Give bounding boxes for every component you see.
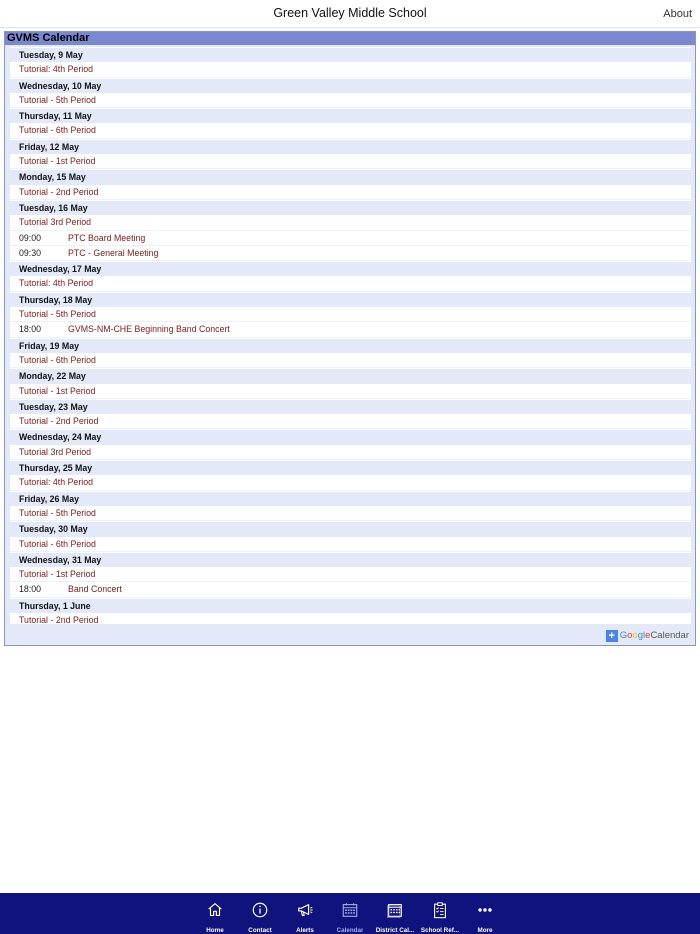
event-item[interactable] (10, 123, 691, 138)
event-title: GVMS-NM-CHE Beginning Band Concert (68, 324, 230, 335)
event-title: Tutorial - 5th Period (19, 94, 96, 105)
event-item[interactable] (10, 246, 691, 261)
info-icon (251, 901, 269, 924)
google-calendar-label (620, 630, 689, 641)
tab-calendar[interactable] (328, 893, 373, 934)
page-title: Green Valley Middle School (273, 6, 427, 20)
event-item[interactable] (10, 582, 691, 597)
event-time: 09:00 (19, 232, 42, 243)
event-title: Tutorial 3rd Period (19, 446, 92, 457)
event-item[interactable] (10, 62, 691, 77)
day-header: Friday, 12 May (10, 139, 691, 154)
event-item[interactable] (10, 445, 691, 460)
about-button[interactable]: About (663, 8, 692, 20)
event-title: Tutorial: 4th Period (19, 278, 93, 289)
day-header: Wednesday, 24 May (10, 429, 691, 444)
event-title: Tutorial: 4th Period (19, 64, 93, 75)
day-header: Monday, 22 May (10, 368, 691, 383)
event-title: Tutorial 3rd Period (19, 217, 92, 228)
event-item[interactable] (10, 414, 691, 429)
tab-label: Calendar (336, 927, 364, 934)
event-item[interactable] (10, 384, 691, 399)
event-item[interactable] (10, 231, 691, 246)
event-title: Tutorial - 5th Period (19, 309, 96, 320)
tab-home[interactable] (193, 893, 238, 934)
event-item[interactable] (10, 567, 691, 582)
tab-label: Contact (248, 927, 272, 934)
google-calendar-add-button[interactable] (606, 629, 689, 642)
event-title: Tutorial - 6th Period (19, 354, 96, 365)
event-item[interactable] (10, 322, 691, 337)
event-item[interactable] (10, 154, 691, 169)
calendar-widget (4, 31, 696, 646)
event-title: Tutorial - 6th Period (19, 125, 96, 136)
event-item[interactable] (10, 353, 691, 368)
tab-district-cal[interactable] (373, 893, 418, 934)
event-title: Tutorial - 5th Period (19, 507, 96, 518)
day-header: Tuesday, 30 May (10, 521, 691, 536)
day-header: Friday, 26 May (10, 491, 691, 506)
tab-label: More (477, 927, 493, 934)
event-item[interactable] (10, 506, 691, 521)
tab-label: Home (206, 927, 224, 934)
top-navbar (0, 0, 700, 28)
event-title: Tutorial - 2nd Period (19, 614, 99, 624)
event-title: Tutorial - 1st Period (19, 569, 96, 580)
event-title: PTC Board Meeting (68, 232, 146, 243)
event-title: Tutorial - 1st Period (19, 156, 96, 167)
event-title: Tutorial - 2nd Period (19, 186, 99, 197)
more-icon (476, 901, 494, 924)
event-item[interactable] (10, 276, 691, 291)
day-header: Tuesday, 9 May (10, 47, 691, 62)
tab-label: District Cal... (375, 927, 415, 934)
google-logo-text: Google (619, 630, 651, 641)
tab-more[interactable] (463, 893, 508, 934)
calendar-stack-icon (386, 901, 404, 924)
tab-label: School Ref... (420, 927, 460, 934)
calendar-word: Calendar (650, 630, 689, 641)
calendar-event-list[interactable] (10, 47, 691, 624)
event-item[interactable] (10, 215, 691, 230)
tab-alerts[interactable] (283, 893, 328, 934)
calendar-footer (5, 626, 695, 645)
day-header: Tuesday, 23 May (10, 399, 691, 414)
event-time: 18:00 (19, 324, 42, 335)
day-header: Wednesday, 31 May (10, 552, 691, 567)
day-header: Friday, 19 May (10, 338, 691, 353)
event-time: 18:00 (19, 584, 42, 595)
event-item[interactable] (10, 613, 691, 624)
event-title: Tutorial: 4th Period (19, 477, 93, 488)
day-header: Thursday, 1 June (10, 598, 691, 613)
day-header: Monday, 15 May (10, 169, 691, 184)
megaphone-icon (296, 901, 314, 924)
plus-icon: + (606, 630, 618, 642)
home-icon (206, 901, 224, 924)
event-item[interactable] (10, 93, 691, 108)
tab-contact[interactable] (238, 893, 283, 934)
event-time: 09:30 (19, 247, 42, 258)
clipboard-icon (431, 901, 449, 924)
event-title: Band Concert (68, 584, 122, 595)
bottom-tab-bar (0, 893, 700, 934)
event-title: Tutorial - 6th Period (19, 538, 96, 549)
calendar-title: GVMS Calendar (5, 32, 695, 45)
day-header: Thursday, 18 May (10, 292, 691, 307)
tab-school-ref[interactable] (418, 893, 463, 934)
event-item[interactable] (10, 185, 691, 200)
tab-label: Alerts (296, 927, 314, 934)
event-title: Tutorial - 2nd Period (19, 416, 99, 427)
day-header: Thursday, 11 May (10, 108, 691, 123)
day-header: Wednesday, 10 May (10, 78, 691, 93)
event-title: PTC - General Meeting (68, 247, 159, 258)
event-item[interactable] (10, 307, 691, 322)
day-header: Thursday, 25 May (10, 460, 691, 475)
event-title: Tutorial - 1st Period (19, 385, 96, 396)
calendar-icon (341, 901, 359, 924)
event-item[interactable] (10, 537, 691, 552)
day-header: Tuesday, 16 May (10, 200, 691, 215)
event-item[interactable] (10, 475, 691, 490)
day-header: Wednesday, 17 May (10, 261, 691, 276)
